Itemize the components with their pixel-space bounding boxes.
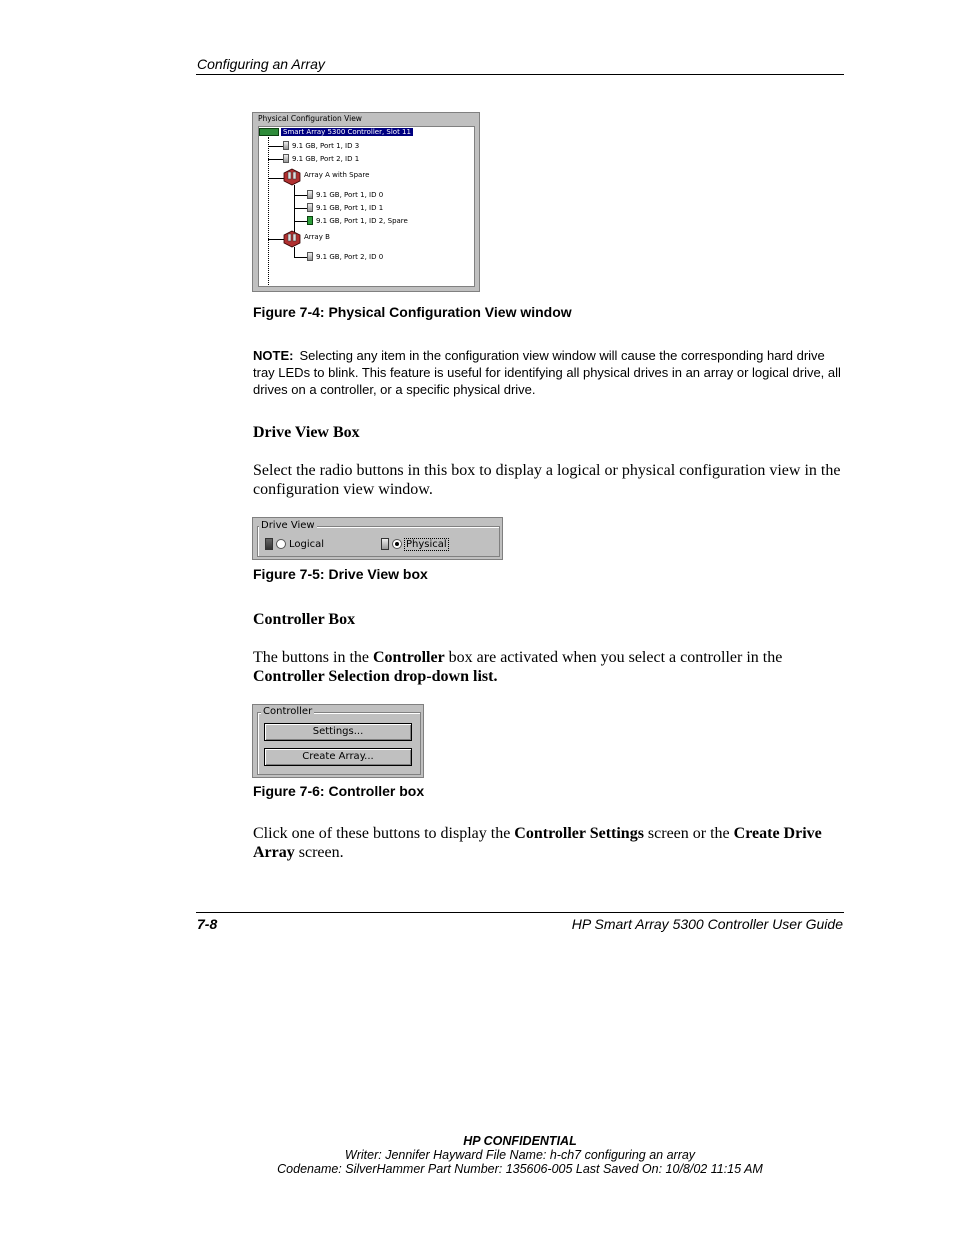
settings-button[interactable]: Settings... (264, 723, 412, 741)
figure-7-6-caption: Figure 7-6: Controller box (253, 783, 425, 799)
physical-drive-icon (381, 538, 389, 550)
hard-drive-icon (307, 252, 313, 261)
header-rule (196, 74, 844, 75)
spare-drive-icon (307, 216, 313, 225)
logical-radio-option[interactable] (265, 538, 324, 550)
drive-label: 9.1 GB, Port 1, ID 3 (292, 141, 360, 150)
figure-7-5-caption: Figure 7-5: Drive View box (253, 566, 428, 582)
physical-radio-button[interactable] (392, 539, 402, 549)
closing-paragraph (253, 824, 845, 862)
page-number: 7-8 (197, 916, 218, 932)
logical-label: Logical (289, 538, 325, 550)
hard-drive-icon (283, 154, 289, 163)
physical-radio-option[interactable] (381, 538, 448, 550)
array-icon (283, 168, 301, 182)
tree-node-drive[interactable] (307, 252, 383, 261)
text-run: box are activated when you select a controller in the (444, 649, 783, 666)
hard-drive-icon (307, 190, 313, 199)
drive-label: 9.1 GB, Port 1, ID 0 (316, 190, 384, 199)
drive-view-paragraph: Select the radio buttons in this box to display a logical or physical configuration view in the configuration view window. (253, 462, 841, 498)
footer-rule (196, 912, 844, 913)
controller-box (252, 704, 424, 778)
controller-icon (259, 128, 279, 136)
confidential-block (0, 1134, 954, 1176)
controller-box-paragraph (253, 648, 845, 686)
text-run: The buttons in the (253, 649, 373, 666)
hard-drive-icon (283, 141, 289, 150)
bold-term: Controller Selection drop-down list. (253, 668, 498, 685)
bold-term: Create Drive Array (253, 825, 822, 861)
figure-7-4-caption: Figure 7-4: Physical Configuration View window (253, 304, 572, 320)
configuration-tree[interactable] (258, 126, 475, 287)
window-title: Physical Configuration View (258, 114, 362, 123)
guide-title: HP Smart Array 5300 Controller User Guide (571, 916, 843, 932)
tree-line (294, 195, 308, 196)
tree-line (268, 146, 284, 147)
physical-configuration-view-window (252, 112, 480, 292)
controller-legend: Controller (263, 706, 313, 717)
confidential-line-1: Writer: Jennifer Hayward File Name: h-ch7 configuring an array (344, 1148, 696, 1162)
drive-label: 9.1 GB, Port 1, ID 2, Spare (316, 216, 408, 225)
logical-radio-button[interactable] (276, 539, 286, 549)
drive-view-heading: Drive View Box (253, 424, 360, 441)
note-text: Selecting any item in the configuration view window will cause the corresponding hard drive tray LEDs to blink. This feature is useful for identifying all physical drives in an array or logical drive, all drives on a controller, or a specific physical drive. (253, 348, 841, 397)
tree-node-array-b[interactable] (283, 230, 330, 244)
note (253, 347, 845, 398)
tree-line (294, 247, 295, 257)
tree-line (294, 221, 308, 222)
tree-node-controller[interactable] (259, 128, 413, 136)
drive-view-legend: Drive View (261, 520, 315, 531)
tree-line (268, 159, 284, 160)
hard-drive-icon (307, 203, 313, 212)
tree-node-drive[interactable] (283, 141, 359, 150)
text-run: screen. (294, 844, 344, 861)
drive-label: 9.1 GB, Port 2, ID 1 (292, 154, 360, 163)
create-array-button[interactable]: Create Array... (264, 748, 412, 766)
drive-view-box (252, 517, 503, 560)
bold-term: Controller (372, 649, 445, 666)
tree-node-drive[interactable] (307, 190, 383, 199)
tree-node-drive[interactable] (283, 154, 359, 163)
text-run: Click one of these buttons to display the (253, 825, 515, 842)
tree-node-spare-drive[interactable] (307, 216, 408, 225)
controller-box-heading: Controller Box (253, 611, 356, 628)
text-run: screen or the (643, 825, 734, 842)
confidential-line-2: Codename: SilverHammer Part Number: 135606-005 Last Saved On: 10/8/02 11:15 AM (277, 1162, 763, 1176)
header-title: Configuring an Array (197, 56, 325, 72)
controller-label: Smart Array 5300 Controller, Slot 11 (283, 128, 411, 136)
drive-label: 9.1 GB, Port 1, ID 1 (316, 203, 384, 212)
bold-term: Controller Settings (514, 825, 644, 842)
tree-line (294, 185, 295, 233)
logical-drive-icon (265, 538, 273, 550)
tree-line (294, 208, 308, 209)
array-label: Array A with Spare (304, 171, 370, 179)
tree-line (294, 257, 308, 258)
tree-node-array-a[interactable] (283, 168, 369, 182)
physical-label: Physical (406, 538, 447, 550)
tree-node-drive[interactable] (307, 203, 383, 212)
drive-label: 9.1 GB, Port 2, ID 0 (316, 252, 384, 261)
note-label: NOTE: (253, 348, 294, 363)
confidential-title: HP CONFIDENTIAL (463, 1134, 577, 1148)
array-label: Array B (304, 233, 330, 241)
array-icon (283, 230, 301, 244)
